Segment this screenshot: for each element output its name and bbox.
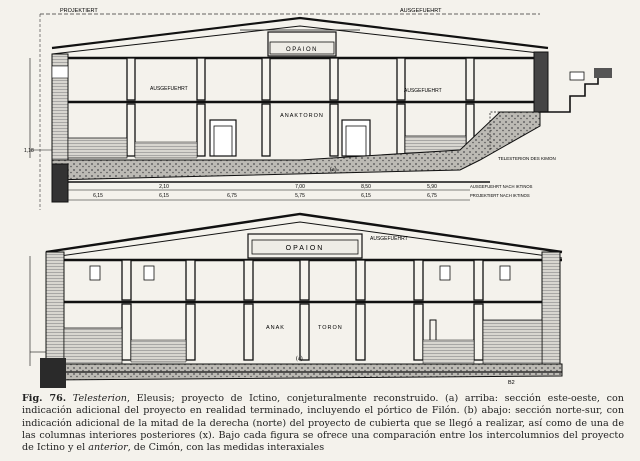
label-stage-a: AUSGEFUEHRT NACH IKTINOS bbox=[470, 184, 533, 189]
label-projected: PROJEKTIERT bbox=[60, 8, 98, 14]
label-anak: ANAK bbox=[266, 325, 285, 331]
level-right-bottom: B2 bbox=[508, 380, 515, 386]
label-kimon: TELESTERION DES KIMON bbox=[498, 156, 556, 161]
dim-1: 6,15 bbox=[93, 193, 103, 199]
label-executed-bottom: AUSGEFUEHRT bbox=[370, 236, 408, 242]
label-executed: AUSGEFUEHRT bbox=[400, 8, 442, 14]
figure-caption bbox=[22, 393, 624, 454]
label-section-a: (a) bbox=[330, 167, 337, 173]
dim-3: 6,75 bbox=[227, 193, 237, 199]
label-opaion-bottom: OPAION bbox=[285, 245, 325, 252]
dim-2: 6,15 bbox=[159, 193, 169, 199]
dim-total-2: 7,00 bbox=[295, 184, 305, 190]
label-right-section: AUSGEFUEHRT bbox=[404, 88, 442, 94]
dim-total-3: 8,50 bbox=[361, 184, 371, 190]
dim-total-1: 2,10 bbox=[159, 184, 169, 190]
dim-5: 6,15 bbox=[361, 193, 371, 199]
dim-6: 6,75 bbox=[427, 193, 437, 199]
level-left-top: 1,18 bbox=[24, 148, 34, 154]
dim-4: 5,75 bbox=[295, 193, 305, 199]
figure-number: Fig. 76. bbox=[22, 393, 67, 404]
section-east-west bbox=[24, 8, 612, 210]
label-toron: TORON bbox=[318, 325, 343, 331]
label-section-b: (a) bbox=[296, 356, 303, 362]
dim-total-4: 5,90 bbox=[427, 184, 437, 190]
label-stage-b: PROJEKTIERT NACH IKTINOS bbox=[470, 193, 530, 198]
label-left-section: AUSGEFUEHRT bbox=[150, 86, 188, 92]
label-anaktoron-top: ANAKTORON bbox=[280, 113, 324, 119]
section-north-south bbox=[30, 214, 562, 388]
caption-text-2: , de Cimón, con las medidas interaxiales bbox=[127, 442, 325, 454]
caption-text-1: , Eleusis; proyecto de Ictino, conjeturalmente reconstruido. (a) arriba: sección este-oeste, con indicación adicional del proyecto en realidad terminado, incluyendo el pórtico de Filón. (b) abajo: sección norte-sur, con indicación adicional de la mitad de la derecha (norte) del proyecto de cubierta que se llegó a realizar, así como de una de las columnas interiores posteriores (x). Bajo cada figura se ofrece una comparación entre los intercolumnios del proyecto de Ictino y el bbox=[22, 393, 624, 454]
label-opaion-top: OPAION bbox=[286, 47, 318, 53]
figure-title: Telesterion bbox=[72, 393, 127, 404]
caption-anterior: anterior bbox=[88, 442, 128, 454]
